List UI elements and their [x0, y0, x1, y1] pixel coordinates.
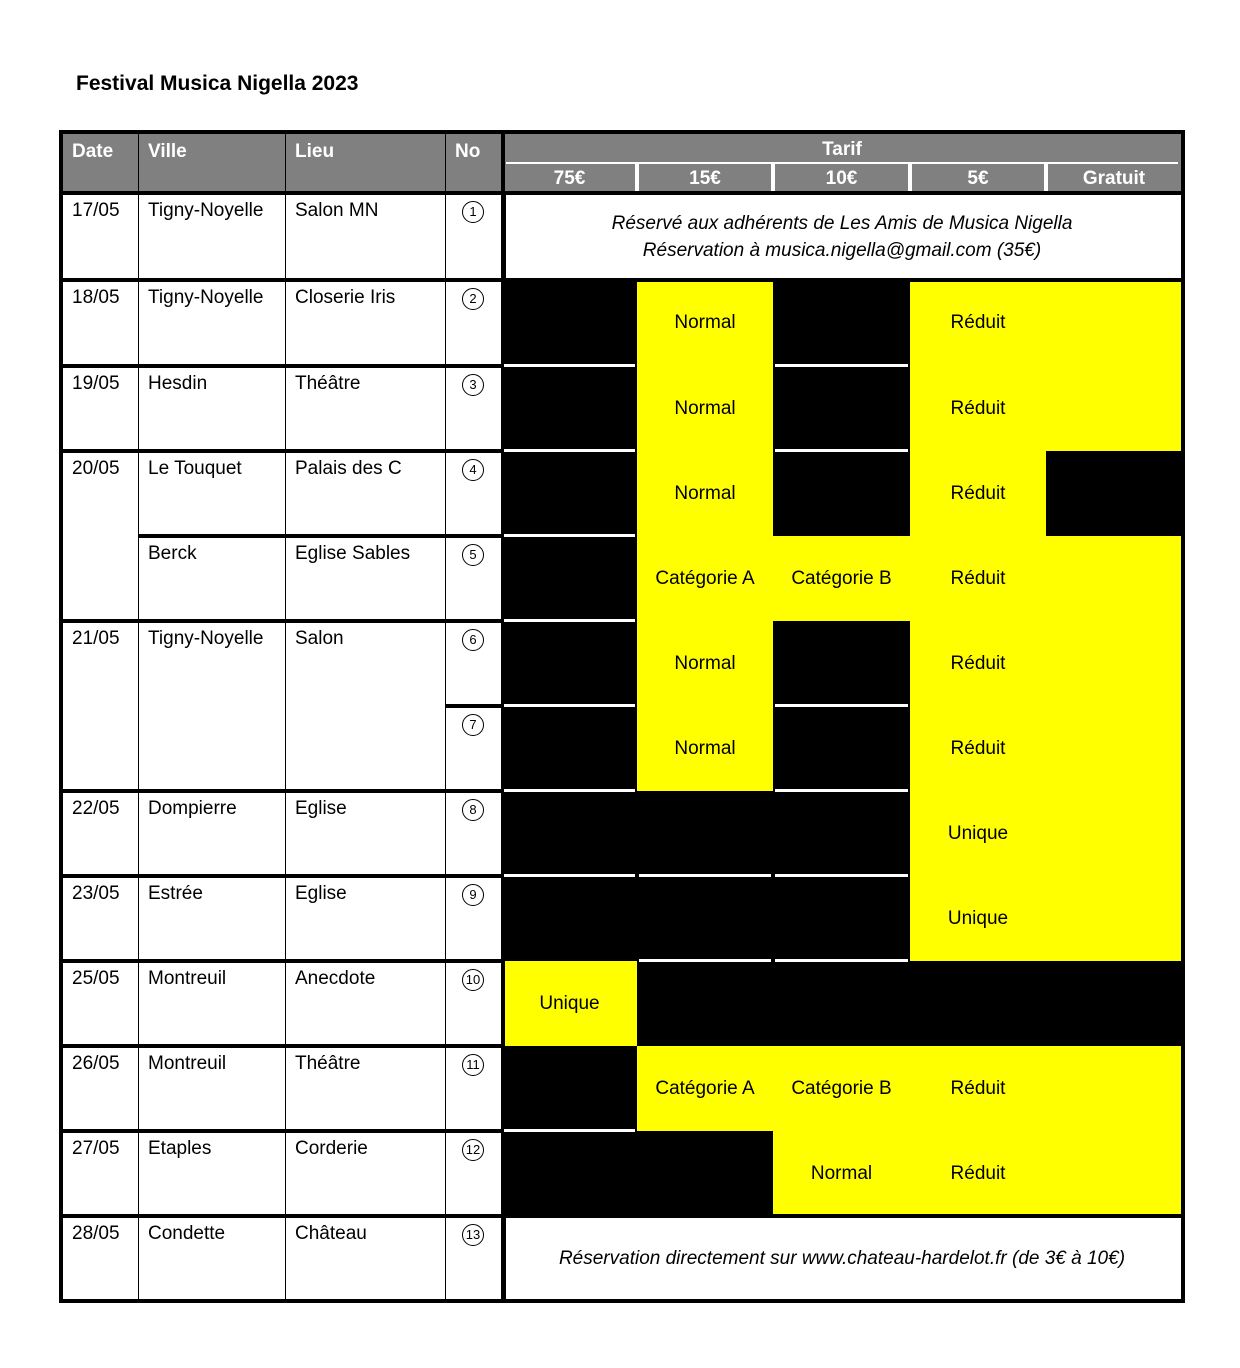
tarif-cell: [910, 791, 1046, 876]
tarif-cell: [1046, 1131, 1182, 1216]
row-lieu: [285, 366, 445, 451]
header-tarif-col: [1046, 163, 1182, 193]
tarif-header-divider: [506, 162, 1178, 164]
row-divider: [138, 449, 285, 453]
row-date: [62, 1046, 138, 1131]
row-number: [445, 621, 502, 706]
row-ville: [138, 280, 285, 366]
tarif-cell-gap: [775, 704, 908, 707]
tarif-cell: [637, 791, 773, 876]
concert-number-badge: 11: [462, 1054, 484, 1076]
tarif-label: Normal: [674, 737, 736, 759]
date-text: 22/05: [72, 798, 120, 819]
row-divider: [445, 1214, 502, 1218]
tarif-cell: [1046, 536, 1182, 621]
column-divider: [445, 133, 446, 1301]
tarif-cell-gap: [775, 874, 908, 877]
row-ville: [138, 706, 285, 791]
tarif-cell: [637, 706, 773, 791]
row-lieu: [285, 621, 445, 706]
tarif-header-col-divider: [908, 164, 912, 191]
row-ville: [138, 1046, 285, 1131]
tarif-cell: [773, 1131, 910, 1216]
tarif-cell: [910, 621, 1046, 706]
date-text: 20/05: [72, 458, 120, 479]
header-lieu-label: Lieu: [295, 141, 335, 162]
tarif-column-label: Gratuit: [1082, 168, 1146, 189]
tarif-cell: [910, 451, 1046, 536]
concert-number-badge: 7: [462, 714, 484, 736]
tarif-cell-gap: [775, 364, 908, 367]
table-border-bottom: [59, 1299, 1185, 1303]
note-border: [504, 195, 506, 278]
row-divider: [285, 619, 445, 623]
tarif-cell: [773, 366, 910, 451]
row-number: [445, 451, 502, 536]
row-ville: [138, 536, 285, 621]
lieu-text: Théâtre: [295, 1053, 361, 1074]
reservation-note-line: Réservé aux adhérents de Les Amis de Musica Nigella: [611, 212, 1073, 234]
row-number: [445, 876, 502, 961]
tarif-header-col-divider: [771, 164, 775, 191]
tarif-cell: [910, 1046, 1046, 1131]
lieu-text: Eglise Sables: [295, 543, 411, 564]
row-divider: [138, 959, 285, 963]
tarif-cell: [773, 876, 910, 961]
row-date: [62, 1131, 138, 1216]
row-divider: [62, 449, 138, 453]
concert-number-badge: 8: [462, 799, 484, 821]
tarif-cell: [502, 366, 637, 451]
date-text: 18/05: [72, 287, 120, 308]
row-divider: [445, 1129, 502, 1133]
lieu-text: Eglise: [295, 798, 347, 819]
tarif-cell: [502, 791, 637, 876]
tarif-cell: [1046, 621, 1182, 706]
tarif-cell-gap: [504, 619, 635, 622]
lieu-text: Palais des C: [295, 458, 402, 479]
tarif-cell: [910, 1131, 1046, 1216]
ville-text: Tigny-Noyelle: [148, 287, 264, 308]
tarif-cell: [502, 1046, 637, 1131]
row-ville: [138, 366, 285, 451]
row-date: [62, 706, 138, 791]
row-number: [445, 280, 502, 366]
tarif-cell-gap: [504, 534, 635, 537]
row-divider: [285, 959, 445, 963]
tarif-cell: [910, 366, 1046, 451]
row-date: [62, 451, 138, 536]
note-divider: [502, 278, 1182, 282]
tarif-cell: [637, 1131, 773, 1216]
tarif-header-col-divider: [635, 164, 639, 191]
row-lieu: [285, 791, 445, 876]
lieu-text: Salon: [295, 628, 344, 649]
tarif-cell: [1046, 280, 1182, 366]
row-date: [62, 193, 138, 280]
row-ville: [138, 193, 285, 280]
header-ville: [138, 133, 285, 193]
row-ville: [138, 621, 285, 706]
tarif-cell: [773, 621, 910, 706]
row-ville: [138, 451, 285, 536]
concert-number-badge: 2: [462, 288, 484, 310]
concert-number-badge: 10: [462, 969, 484, 991]
row-lieu: [285, 1131, 445, 1216]
row-number: [445, 961, 502, 1046]
row-lieu: [285, 706, 445, 791]
tarif-cell: [502, 961, 637, 1046]
row-divider: [62, 1214, 138, 1218]
date-text: 26/05: [72, 1053, 120, 1074]
row-lieu: [285, 280, 445, 366]
concert-number-badge: 13: [462, 1224, 484, 1246]
reservation-note: [502, 193, 1182, 280]
note-border: [504, 1218, 506, 1299]
date-text: 19/05: [72, 373, 120, 394]
tarif-cell: [502, 536, 637, 621]
tarif-cell: [502, 621, 637, 706]
row-divider: [62, 364, 138, 368]
header-tarif-col: [910, 163, 1046, 193]
row-divider: [62, 1129, 138, 1133]
tarif-cell: [502, 706, 637, 791]
tarif-column-label: 15€: [689, 168, 721, 189]
row-number: [445, 1131, 502, 1216]
row-divider: [285, 874, 445, 878]
ville-text: Condette: [148, 1223, 226, 1244]
tarif-cell: [502, 451, 637, 536]
tarif-label: Normal: [810, 1162, 873, 1184]
row-lieu: [285, 961, 445, 1046]
tarif-label: Unique: [947, 907, 1009, 929]
tarif-label: Normal: [674, 482, 736, 504]
tarif-cell: [773, 961, 910, 1046]
tarif-cell-gap: [504, 789, 635, 792]
tarif-section-divider: [501, 133, 505, 1301]
lieu-text: Corderie: [295, 1138, 368, 1159]
row-divider: [285, 789, 445, 793]
date-text: 27/05: [72, 1138, 120, 1159]
column-divider: [285, 133, 286, 1301]
header-lieu: [285, 133, 445, 193]
tarif-cell-gap: [504, 704, 635, 707]
row-divider: [138, 364, 285, 368]
tarif-cell: [1046, 451, 1182, 536]
row-number: [445, 193, 502, 280]
row-date: [62, 961, 138, 1046]
tarif-cell: [637, 961, 773, 1046]
header-tarif-col: [773, 163, 910, 193]
row-divider: [445, 449, 502, 453]
row-number: [445, 791, 502, 876]
concert-number-badge: 6: [462, 629, 484, 651]
header-ville-label: Ville: [148, 141, 187, 162]
row-divider: [138, 278, 285, 282]
tarif-label: Catégorie A: [655, 1077, 755, 1099]
row-divider: [138, 1044, 285, 1048]
header-date: [62, 133, 138, 193]
row-divider: [62, 789, 138, 793]
row-number: [445, 1046, 502, 1131]
row-number: [445, 366, 502, 451]
ville-text: Montreuil: [148, 1053, 227, 1074]
row-divider: [445, 1044, 502, 1048]
tarif-cell: [637, 876, 773, 961]
row-date: [62, 280, 138, 366]
row-divider: [138, 1129, 285, 1133]
lieu-text: Eglise: [295, 883, 347, 904]
ville-text: Tigny-Noyelle: [148, 628, 264, 649]
row-ville: [138, 1131, 285, 1216]
row-lieu: [285, 1216, 445, 1301]
header-tarif-label: Tarif: [822, 139, 862, 160]
row-divider: [445, 704, 502, 708]
row-divider: [445, 874, 502, 878]
row-lieu: [285, 1046, 445, 1131]
tarif-cell: [910, 536, 1046, 621]
row-lieu: [285, 451, 445, 536]
row-number: [445, 706, 502, 791]
row-divider: [445, 959, 502, 963]
header-no: [445, 133, 502, 193]
tarif-cell: [1046, 876, 1182, 961]
header-no-label: No: [455, 141, 481, 162]
row-number: [445, 536, 502, 621]
tarif-cell: [637, 280, 773, 366]
row-date: [62, 366, 138, 451]
concert-number-badge: 1: [462, 201, 484, 223]
concert-number-badge: 4: [462, 459, 484, 481]
row-divider: [138, 534, 285, 538]
lieu-text: Anecdote: [295, 968, 376, 989]
ville-text: Berck: [148, 543, 197, 564]
row-number: [445, 1216, 502, 1301]
tarif-cell-gap: [504, 364, 635, 367]
tarif-cell: [637, 366, 773, 451]
row-divider: [62, 874, 138, 878]
tarif-label: Unique: [539, 992, 600, 1014]
tarif-cell: [637, 451, 773, 536]
row-divider: [285, 1044, 445, 1048]
header-tarif-col: [637, 163, 773, 193]
tarif-cell: [1046, 791, 1182, 876]
tarif-cell: [1046, 706, 1182, 791]
concert-number-badge: 12: [462, 1139, 484, 1161]
row-date: [62, 536, 138, 621]
ville-text: Etaples: [148, 1138, 212, 1159]
row-divider: [62, 619, 138, 623]
tarif-column-label: 5€: [967, 168, 989, 189]
tarif-cell: [502, 876, 637, 961]
row-ville: [138, 791, 285, 876]
tarif-column-label: 75€: [553, 168, 586, 189]
row-divider: [445, 619, 502, 623]
tarif-label: Réduit: [950, 737, 1006, 759]
row-divider: [285, 278, 445, 282]
tarif-cell-gap: [775, 449, 908, 452]
ville-text: Montreuil: [148, 968, 227, 989]
row-divider: [138, 874, 285, 878]
table-border-left: [59, 130, 63, 1303]
row-divider: [285, 534, 445, 538]
row-divider: [138, 619, 285, 623]
reservation-note: [502, 1216, 1182, 1301]
row-lieu: [285, 876, 445, 961]
tarif-header-col-divider: [1044, 164, 1048, 191]
tarif-cell-gap: [504, 1129, 635, 1132]
row-divider: [285, 1129, 445, 1133]
tarif-label: Réduit: [950, 312, 1006, 333]
ville-text: Estrée: [148, 883, 203, 904]
row-divider: [138, 789, 285, 793]
note-divider: [502, 1214, 1182, 1218]
page-title: Festival Musica Nigella 2023: [76, 72, 359, 95]
tarif-cell: [637, 621, 773, 706]
header-divider: [62, 191, 1182, 195]
concert-number-badge: 5: [462, 544, 484, 566]
tarif-cell: [910, 876, 1046, 961]
tarif-label: Unique: [947, 822, 1009, 844]
ville-text: Le Touquet: [148, 458, 242, 479]
tarif-label: Catégorie A: [655, 567, 755, 589]
tarif-label: Réduit: [950, 482, 1006, 504]
row-divider: [445, 534, 502, 538]
date-text: 21/05: [72, 628, 120, 649]
row-ville: [138, 876, 285, 961]
tarif-cell: [637, 536, 773, 621]
tarif-cell: [773, 280, 910, 366]
tarif-cell: [773, 706, 910, 791]
concert-number-badge: 9: [462, 884, 484, 906]
reservation-note-line: Réservation directement sur www.chateau-hardelot.fr (de 3€ à 10€): [558, 1248, 1126, 1269]
column-divider: [138, 133, 139, 1301]
tarif-cell: [773, 451, 910, 536]
row-date: [62, 621, 138, 706]
date-text: 28/05: [72, 1223, 120, 1244]
concert-number-badge: 3: [462, 374, 484, 396]
row-divider: [285, 1214, 445, 1218]
row-divider: [62, 1044, 138, 1048]
tarif-cell: [773, 791, 910, 876]
tarif-label: Réduit: [950, 397, 1006, 419]
row-ville: [138, 1216, 285, 1301]
table-border-right: [1181, 130, 1185, 1303]
row-divider: [285, 449, 445, 453]
tarif-label: Réduit: [950, 1162, 1006, 1184]
tarif-cell: [1046, 366, 1182, 451]
tarif-cell: [1046, 961, 1182, 1046]
tarif-cell-gap: [639, 959, 771, 962]
header-tarif: [502, 133, 1182, 163]
header-date-label: Date: [72, 141, 114, 162]
lieu-text: Closerie Iris: [295, 287, 396, 308]
tarif-label: Réduit: [950, 652, 1006, 674]
lieu-text: Château: [295, 1223, 367, 1244]
tarif-label: Normal: [674, 397, 736, 419]
row-lieu: [285, 536, 445, 621]
tarif-label: Réduit: [950, 567, 1006, 589]
lieu-text: Théâtre: [295, 373, 361, 394]
row-divider: [138, 1214, 285, 1218]
ville-text: Hesdin: [148, 373, 208, 394]
date-text: 25/05: [72, 968, 120, 989]
tarif-label: Catégorie B: [791, 567, 892, 589]
ville-text: Dompierre: [148, 798, 237, 819]
tarif-cell-gap: [775, 959, 908, 962]
row-divider: [62, 278, 138, 282]
tarif-cell-gap: [639, 874, 771, 877]
tarif-label: Normal: [674, 312, 736, 333]
tarif-cell: [910, 280, 1046, 366]
row-divider: [445, 278, 502, 282]
row-date: [62, 791, 138, 876]
tarif-cell: [910, 961, 1046, 1046]
tarif-cell: [1046, 1046, 1182, 1131]
tarif-label: Normal: [674, 652, 736, 674]
tarif-label: Réduit: [950, 1077, 1006, 1099]
header-tarif-col: [502, 163, 637, 193]
ville-text: Tigny-Noyelle: [148, 200, 264, 221]
row-date: [62, 1216, 138, 1301]
row-divider: [445, 789, 502, 793]
lieu-text: Salon MN: [295, 200, 379, 221]
tarif-cell-gap: [775, 789, 908, 792]
tarif-column-label: 10€: [825, 168, 858, 189]
tarif-cell: [910, 706, 1046, 791]
tarif-cell: [502, 1131, 637, 1216]
row-divider: [285, 364, 445, 368]
tarif-cell: [773, 536, 910, 621]
table-border-top: [59, 130, 1185, 134]
row-divider: [62, 959, 138, 963]
date-text: 23/05: [72, 883, 120, 904]
row-date: [62, 876, 138, 961]
row-lieu: [285, 193, 445, 280]
row-ville: [138, 961, 285, 1046]
tarif-cell-gap: [504, 874, 635, 877]
reservation-note-line: Réservation à musica.nigella@gmail.com (35€): [642, 239, 1042, 261]
tarif-cell: [637, 1046, 773, 1131]
row-divider: [445, 364, 502, 368]
date-text: 17/05: [72, 200, 120, 221]
tarif-cell-gap: [504, 449, 635, 452]
tarif-cell: [773, 1046, 910, 1131]
tarif-label: Catégorie B: [791, 1077, 892, 1099]
tarif-cell: [502, 280, 637, 366]
